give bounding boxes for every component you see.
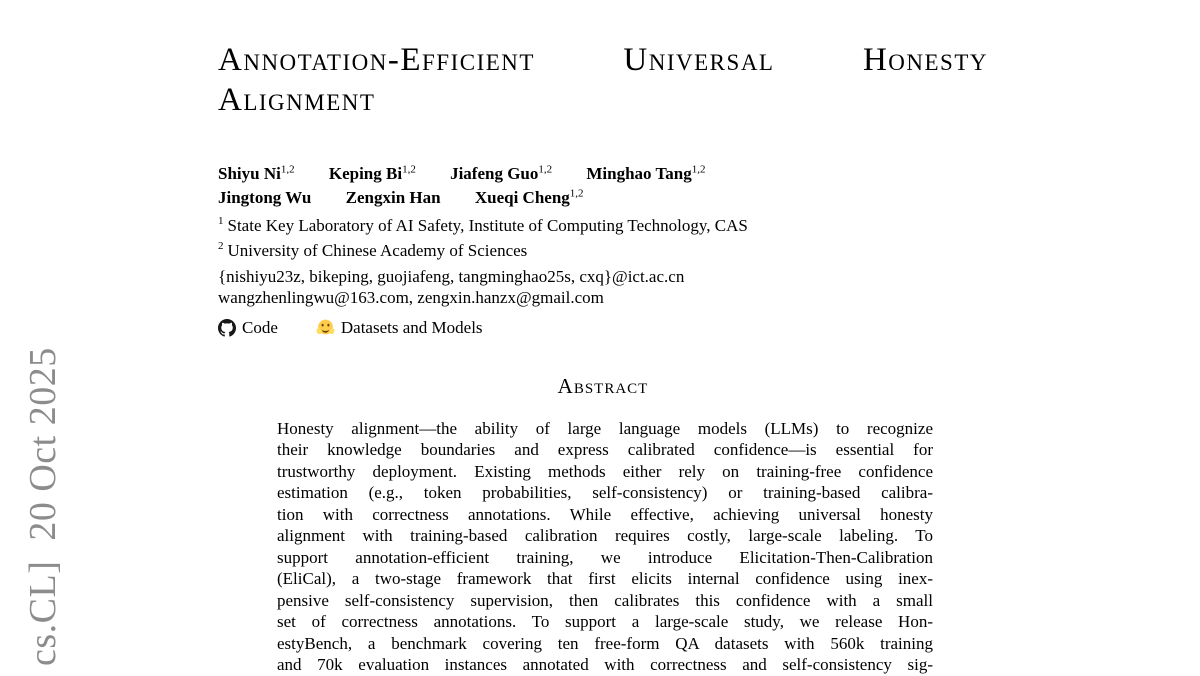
email-line-1: {nishiyu23z, bikeping, guojiafeng, tangminghao25s, cxq}@ict.ac.cn — [218, 266, 685, 286]
author-name: Jiafeng Guo$^{1,2}$ — [450, 163, 553, 183]
affiliation-superscript: 2 — [218, 240, 224, 253]
author-name: Keping Bi$^{1,2}$ — [328, 163, 416, 183]
abstract-line: Honesty alignment—the ability of large language models (LLMs) to recognize — [277, 418, 933, 438]
author-name: Zengxin Han — [345, 188, 441, 208]
code-link-label: Code — [242, 317, 278, 337]
author-name: Minghao Tang$^{1,2}$ — [586, 163, 706, 183]
author-name: Jingtong Wu — [218, 188, 312, 208]
code-link[interactable] — [218, 318, 278, 338]
abstract-line: their knowledge boundaries and express calibrated confidence—is essential for — [277, 440, 933, 460]
affiliation-line: $^2$ University of Chinese Academy of Sciences — [218, 240, 528, 261]
abstract-line: and 70k evaluation instances annotated with correctness and self-consistency sig- — [277, 655, 933, 675]
email-block — [218, 266, 988, 309]
abstract-line: tion with correctness annotations. While effective, achieving universal honesty — [277, 504, 933, 524]
affiliation-line: $^1$ State Key Laboratory of AI Safety, Institute of Computing Technology, CAS — [218, 215, 748, 235]
author-affiliation-superscript: 1,2 — [402, 163, 416, 175]
author-name: Shiyu Ni$^{1,2}$ — [218, 163, 295, 183]
abstract-line: (EliCal), a two-stage framework that first elicits internal confidence using inex- — [277, 569, 933, 589]
datasets-link[interactable] — [316, 318, 483, 338]
author-affiliation-superscript: 1,2 — [569, 187, 584, 200]
arxiv-stamp: cs.CL] 20 Oct 2025 — [22, 347, 64, 666]
author-affiliation-superscript: 1,2 — [691, 163, 706, 175]
abstract-line: support annotation-efficient training, we introduce Elicitation-Then-Calibration — [277, 547, 933, 567]
affiliation-superscript: 1 — [218, 215, 224, 228]
abstract-line: alignment with training-based calibration requires costly, large-scale labeling. To — [277, 526, 933, 546]
abstract-line: estyBench, a benchmark covering ten free-form QA datasets with 560k training — [277, 633, 933, 653]
datasets-link-label: Datasets and Models — [340, 317, 483, 337]
author-affiliation-superscript: 1,2 — [280, 163, 295, 175]
abstract-section — [218, 374, 988, 676]
author-row-1 — [218, 159, 988, 184]
affiliation-block — [218, 211, 988, 261]
hugging-face-icon — [316, 318, 335, 337]
author-block — [218, 159, 988, 208]
abstract-line: pensive self-consistency supervision, then calibrates this confidence with a small — [277, 590, 933, 610]
author-name: Xueqi Cheng$^{1,2}$ — [474, 187, 584, 208]
title-line-1 — [218, 40, 988, 80]
abstract-body — [277, 418, 933, 676]
paper-column — [218, 40, 988, 676]
paper-title — [218, 40, 988, 120]
email-line-2: wangzhenlingwu@163.com, zengxin.hanzx@gmail.com — [218, 288, 604, 308]
title-word: Annotation-Efficient — [218, 42, 535, 78]
abstract-line: trustworthy deployment. Existing methods either rely on training-free confidence — [277, 461, 933, 481]
title-word: Universal — [623, 42, 775, 78]
author-affiliation-superscript: 1,2 — [538, 163, 553, 175]
resource-links-row — [218, 318, 988, 338]
abstract-line: estimation (e.g., token probabilities, self-consistency) or training-based calibra- — [277, 483, 933, 503]
abstract-line: set of correctness annotations. To support a large-scale study, we release Hon- — [277, 612, 933, 632]
abstract-heading: Abstract — [557, 373, 649, 398]
title-line-2: Alignment — [218, 82, 376, 118]
title-word: Honesty — [862, 42, 988, 78]
author-row-2 — [218, 184, 988, 209]
github-logo-icon — [218, 319, 236, 337]
